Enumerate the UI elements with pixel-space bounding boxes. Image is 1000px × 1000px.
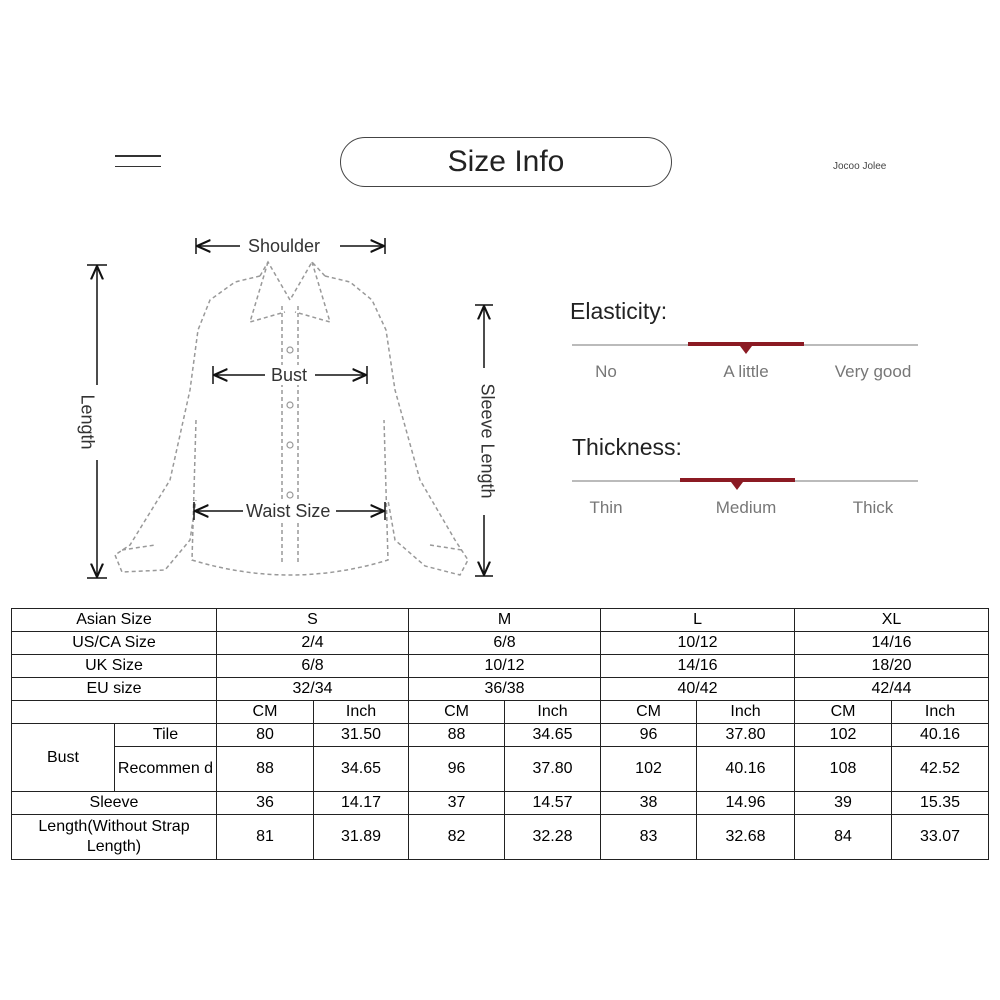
table-cell bbox=[12, 701, 217, 724]
table-cell: 2/4 bbox=[217, 632, 409, 655]
table-row bbox=[12, 609, 989, 632]
table-row bbox=[12, 632, 989, 655]
table-cell: 42/44 bbox=[795, 678, 989, 701]
table-cell: 102 bbox=[601, 747, 697, 792]
table-row bbox=[12, 701, 989, 724]
table-cell: Sleeve bbox=[12, 792, 217, 815]
elasticity-title: Elasticity: bbox=[570, 298, 668, 324]
table-cell: 31.50 bbox=[314, 724, 409, 747]
elasticity-option: No bbox=[595, 362, 617, 381]
table-cell: 82 bbox=[409, 815, 505, 860]
table-cell: Inch bbox=[892, 701, 989, 724]
table-cell: 96 bbox=[409, 747, 505, 792]
table-cell: 84 bbox=[795, 815, 892, 860]
table-cell: 34.65 bbox=[314, 747, 409, 792]
table-cell: 14.17 bbox=[314, 792, 409, 815]
table-cell: 80 bbox=[217, 724, 314, 747]
sleeve-length-label: Sleeve Length bbox=[477, 383, 498, 499]
table-cell: US/CA Size bbox=[12, 632, 217, 655]
table-cell: 33.07 bbox=[892, 815, 989, 860]
table-cell: L bbox=[601, 609, 795, 632]
table-cell: Bust bbox=[12, 724, 115, 792]
table-cell: UK Size bbox=[12, 655, 217, 678]
table-cell: S bbox=[217, 609, 409, 632]
table-row bbox=[12, 678, 989, 701]
table-cell: 83 bbox=[601, 815, 697, 860]
table-cell: 10/12 bbox=[601, 632, 795, 655]
table-cell: 36/38 bbox=[409, 678, 601, 701]
thickness-option: Medium bbox=[715, 498, 777, 517]
table-cell: 37.80 bbox=[505, 747, 601, 792]
table-cell: Inch bbox=[505, 701, 601, 724]
table-cell: Inch bbox=[697, 701, 795, 724]
table-cell: CM bbox=[601, 701, 697, 724]
table-cell: Inch bbox=[314, 701, 409, 724]
page-title-text: Size Info bbox=[447, 145, 565, 178]
table-cell: 6/8 bbox=[217, 655, 409, 678]
table-cell: 10/12 bbox=[409, 655, 601, 678]
table-cell: 37 bbox=[409, 792, 505, 815]
thickness-title: Thickness: bbox=[572, 434, 682, 460]
table-cell: 40/42 bbox=[601, 678, 795, 701]
waist-label: Waist Size bbox=[246, 501, 331, 521]
table-row bbox=[12, 655, 989, 678]
table-cell: 14.96 bbox=[697, 792, 795, 815]
table-cell: 42.52 bbox=[892, 747, 989, 792]
table-cell: EU size bbox=[12, 678, 217, 701]
table-cell: 31.89 bbox=[314, 815, 409, 860]
brand-logo: Jocoo Jolee bbox=[833, 161, 887, 172]
elasticity-option: A little bbox=[723, 362, 769, 381]
table-cell: 102 bbox=[795, 724, 892, 747]
table-cell: 14.57 bbox=[505, 792, 601, 815]
shoulder-label: Shoulder bbox=[248, 236, 321, 256]
table-row bbox=[12, 815, 989, 860]
table-cell: CM bbox=[795, 701, 892, 724]
table-row bbox=[12, 747, 989, 792]
table-cell: 88 bbox=[409, 724, 505, 747]
elasticity-pointer bbox=[740, 346, 752, 354]
table-cell: 32.28 bbox=[505, 815, 601, 860]
table-cell: CM bbox=[217, 701, 314, 724]
table-cell: 40.16 bbox=[892, 724, 989, 747]
thickness-pointer bbox=[731, 482, 743, 490]
table-cell: M bbox=[409, 609, 601, 632]
table-cell: 38 bbox=[601, 792, 697, 815]
table-cell: 37.80 bbox=[697, 724, 795, 747]
table-cell: Asian Size bbox=[12, 609, 217, 632]
thickness-option: Thick bbox=[852, 498, 894, 517]
size-table bbox=[11, 608, 989, 860]
table-cell: 36 bbox=[217, 792, 314, 815]
table-cell: 39 bbox=[795, 792, 892, 815]
table-row bbox=[12, 724, 989, 747]
table-cell: 15.35 bbox=[892, 792, 989, 815]
table-cell: 32/34 bbox=[217, 678, 409, 701]
table-cell: Length(Without Strap Length) bbox=[12, 815, 217, 860]
table-cell: 14/16 bbox=[795, 632, 989, 655]
table-cell: Recommen d bbox=[115, 747, 217, 792]
table-cell: 34.65 bbox=[505, 724, 601, 747]
table-cell: 32.68 bbox=[697, 815, 795, 860]
table-cell: 14/16 bbox=[601, 655, 795, 678]
bust-label: Bust bbox=[271, 365, 308, 385]
table-cell: CM bbox=[409, 701, 505, 724]
thickness-option: Thin bbox=[589, 498, 623, 517]
table-cell: 81 bbox=[217, 815, 314, 860]
table-row bbox=[12, 792, 989, 815]
table-cell: 6/8 bbox=[409, 632, 601, 655]
table-cell: Tile bbox=[115, 724, 217, 747]
table-cell: 88 bbox=[217, 747, 314, 792]
table-cell: 18/20 bbox=[795, 655, 989, 678]
table-cell: 96 bbox=[601, 724, 697, 747]
table-cell: XL bbox=[795, 609, 989, 632]
table-cell: 108 bbox=[795, 747, 892, 792]
length-label: Length bbox=[77, 394, 98, 450]
table-cell: 40.16 bbox=[697, 747, 795, 792]
shirt-outline bbox=[115, 262, 468, 575]
elasticity-option: Very good bbox=[834, 362, 912, 381]
